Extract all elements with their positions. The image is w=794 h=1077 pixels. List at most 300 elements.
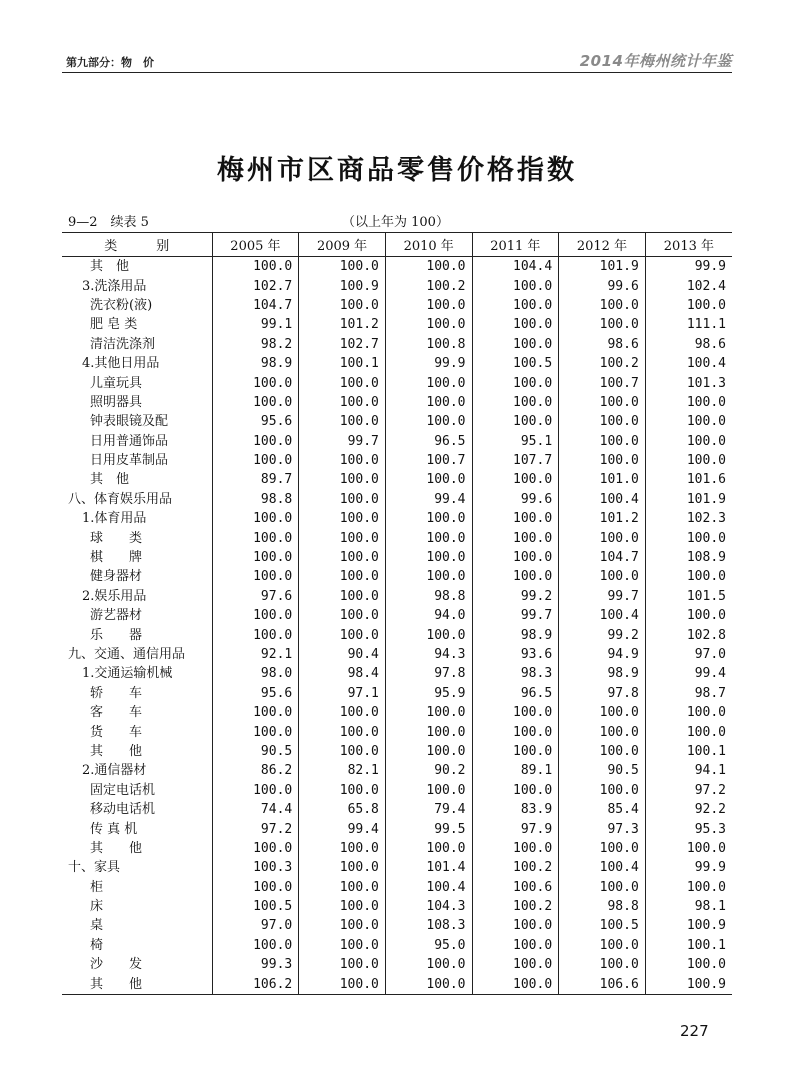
index-value: 97.2	[645, 781, 732, 800]
row-category: 沙 发	[90, 957, 143, 973]
table-row	[62, 839, 732, 858]
index-value: 100.0	[559, 567, 646, 586]
price-index-table	[62, 232, 732, 995]
index-value: 100.2	[385, 276, 472, 295]
index-value: 100.0	[559, 703, 646, 722]
row-category: 移动电话机	[90, 802, 156, 818]
index-value: 96.5	[472, 684, 559, 703]
table-row	[62, 703, 732, 722]
index-value: 100.0	[299, 373, 386, 392]
index-value: 100.0	[472, 742, 559, 761]
index-value: 100.0	[212, 548, 299, 567]
table-body	[62, 257, 732, 995]
header-year: 2012 年	[559, 233, 646, 257]
index-value: 100.7	[385, 451, 472, 470]
index-value: 106.2	[212, 974, 299, 994]
index-value: 106.6	[559, 974, 646, 994]
index-value: 100.9	[645, 974, 732, 994]
index-value: 100.0	[559, 781, 646, 800]
index-value: 100.2	[559, 354, 646, 373]
index-value: 99.7	[559, 587, 646, 606]
index-value: 100.4	[559, 606, 646, 625]
index-value: 100.0	[472, 315, 559, 334]
table-row	[62, 470, 732, 489]
index-value: 98.3	[472, 664, 559, 683]
row-category: 2.通信器材	[82, 763, 147, 779]
header-year: 2013 年	[645, 233, 732, 257]
index-value: 100.0	[559, 955, 646, 974]
index-value: 90.2	[385, 761, 472, 780]
index-value: 100.0	[212, 451, 299, 470]
index-value: 100.0	[472, 373, 559, 392]
row-category: 游艺器材	[90, 608, 143, 624]
index-value: 100.0	[299, 257, 386, 277]
index-value: 100.0	[299, 858, 386, 877]
table-row	[62, 528, 732, 547]
index-value: 99.2	[559, 625, 646, 644]
index-value: 100.0	[472, 528, 559, 547]
row-category: 传 真 机	[90, 821, 138, 837]
index-value: 92.1	[212, 645, 299, 664]
row-category: 2.娱乐用品	[82, 588, 147, 604]
index-value: 100.0	[299, 916, 386, 935]
index-value: 100.0	[472, 393, 559, 412]
index-value: 99.3	[212, 955, 299, 974]
index-value: 99.4	[645, 664, 732, 683]
index-value: 100.0	[385, 567, 472, 586]
index-value: 95.6	[212, 412, 299, 431]
index-value: 98.6	[559, 335, 646, 354]
index-value: 85.4	[559, 800, 646, 819]
row-category: 3.洗涤用品	[82, 278, 147, 294]
index-value: 100.0	[645, 432, 732, 451]
index-value: 100.5	[472, 354, 559, 373]
row-category: 日用皮革制品	[90, 453, 169, 469]
index-value: 99.9	[645, 257, 732, 277]
table-row	[62, 955, 732, 974]
index-value: 98.6	[645, 335, 732, 354]
index-value: 100.2	[472, 858, 559, 877]
index-value: 100.0	[385, 742, 472, 761]
index-value: 100.0	[472, 548, 559, 567]
header-year: 2009 年	[299, 233, 386, 257]
index-value: 100.0	[212, 781, 299, 800]
index-value: 100.0	[299, 955, 386, 974]
index-value: 100.0	[299, 587, 386, 606]
row-category: 桌	[90, 918, 104, 934]
index-value: 100.0	[472, 781, 559, 800]
index-value: 100.4	[559, 858, 646, 877]
table-row	[62, 800, 732, 819]
index-value: 100.4	[645, 354, 732, 373]
index-value: 100.0	[472, 412, 559, 431]
index-value: 100.4	[559, 490, 646, 509]
index-value: 100.0	[645, 878, 732, 897]
index-value: 100.0	[299, 974, 386, 994]
page-title: 梅州市区商品零售价格指数	[217, 155, 577, 186]
index-value: 95.6	[212, 684, 299, 703]
index-value: 99.4	[299, 819, 386, 838]
index-value: 100.0	[299, 490, 386, 509]
table-row	[62, 567, 732, 586]
index-value: 100.0	[385, 528, 472, 547]
index-value: 100.0	[559, 742, 646, 761]
index-value: 104.4	[472, 257, 559, 277]
index-value: 98.4	[299, 664, 386, 683]
index-value: 100.0	[212, 606, 299, 625]
index-value: 101.0	[559, 470, 646, 489]
index-value: 98.9	[472, 625, 559, 644]
index-value: 100.0	[472, 955, 559, 974]
index-value: 108.3	[385, 916, 472, 935]
index-value: 100.0	[385, 625, 472, 644]
header-year: 2010 年	[385, 233, 472, 257]
index-value: 100.0	[472, 335, 559, 354]
index-value: 89.7	[212, 470, 299, 489]
index-value: 97.8	[559, 684, 646, 703]
index-value: 97.2	[212, 819, 299, 838]
index-value: 100.0	[472, 936, 559, 955]
index-value: 100.0	[299, 897, 386, 916]
index-value: 100.0	[212, 509, 299, 528]
table-row	[62, 625, 732, 644]
index-value: 100.8	[385, 335, 472, 354]
index-value: 97.3	[559, 819, 646, 838]
index-value: 83.9	[472, 800, 559, 819]
index-value: 102.7	[299, 335, 386, 354]
index-value: 100.0	[645, 955, 732, 974]
index-value: 96.5	[385, 432, 472, 451]
row-category: 1.体育用品	[82, 511, 147, 527]
index-value: 90.4	[299, 645, 386, 664]
index-value: 100.0	[299, 781, 386, 800]
index-value: 99.9	[385, 354, 472, 373]
table-meta	[62, 211, 732, 229]
index-value: 100.0	[299, 393, 386, 412]
index-value: 100.0	[299, 412, 386, 431]
index-value: 94.9	[559, 645, 646, 664]
index-value: 98.7	[645, 684, 732, 703]
index-value: 100.3	[212, 858, 299, 877]
index-value: 98.2	[212, 335, 299, 354]
index-value: 100.0	[212, 878, 299, 897]
row-category: 4.其他日用品	[82, 356, 160, 372]
index-value: 100.0	[299, 878, 386, 897]
table-row	[62, 936, 732, 955]
index-value: 99.5	[385, 819, 472, 838]
index-value: 100.0	[385, 412, 472, 431]
row-category: 轿 车	[90, 685, 143, 701]
index-value: 100.0	[299, 839, 386, 858]
index-value: 98.8	[559, 897, 646, 916]
index-value: 100.0	[472, 916, 559, 935]
table-row	[62, 373, 732, 392]
index-value: 100.0	[385, 955, 472, 974]
index-value: 101.2	[559, 509, 646, 528]
table-header-row	[62, 233, 732, 257]
index-value: 100.0	[299, 470, 386, 489]
index-value: 95.1	[472, 432, 559, 451]
header-category: 类 别	[62, 233, 212, 257]
index-value: 100.1	[645, 742, 732, 761]
index-value: 100.5	[559, 916, 646, 935]
table-row	[62, 354, 732, 373]
index-value: 100.0	[385, 974, 472, 994]
index-value: 100.0	[385, 296, 472, 315]
index-value: 100.0	[472, 722, 559, 741]
index-value: 100.0	[212, 722, 299, 741]
index-value: 100.0	[472, 509, 559, 528]
index-value: 100.0	[385, 781, 472, 800]
index-value: 100.0	[559, 936, 646, 955]
row-category: 其 他	[90, 259, 130, 275]
row-category: 日用普通饰品	[90, 433, 169, 449]
index-value: 101.3	[645, 373, 732, 392]
table-row	[62, 761, 732, 780]
index-value: 100.0	[559, 528, 646, 547]
row-category: 儿童玩具	[90, 375, 143, 391]
index-value: 94.0	[385, 606, 472, 625]
table-row	[62, 276, 732, 295]
index-value: 100.0	[385, 315, 472, 334]
index-value: 100.0	[645, 567, 732, 586]
index-value: 100.0	[299, 451, 386, 470]
index-value: 93.6	[472, 645, 559, 664]
row-category: 乐 器	[90, 627, 143, 643]
row-category: 其 他	[90, 472, 130, 488]
index-value: 82.1	[299, 761, 386, 780]
index-value: 102.8	[645, 625, 732, 644]
index-value: 100.0	[212, 625, 299, 644]
index-value: 100.0	[212, 373, 299, 392]
index-value: 100.0	[212, 936, 299, 955]
index-value: 100.0	[559, 722, 646, 741]
index-value: 99.7	[299, 432, 386, 451]
table-row	[62, 781, 732, 800]
index-value: 100.0	[385, 509, 472, 528]
index-value: 100.0	[299, 548, 386, 567]
index-value: 97.0	[212, 916, 299, 935]
index-value: 94.3	[385, 645, 472, 664]
index-value: 101.2	[299, 315, 386, 334]
row-category: 床	[90, 899, 104, 915]
index-value: 101.9	[559, 257, 646, 277]
row-category: 照明器具	[90, 394, 143, 410]
index-value: 102.7	[212, 276, 299, 295]
index-value: 100.0	[472, 470, 559, 489]
index-value: 100.0	[212, 528, 299, 547]
index-value: 97.6	[212, 587, 299, 606]
index-value: 99.6	[472, 490, 559, 509]
index-value: 100.1	[645, 936, 732, 955]
index-value: 95.0	[385, 936, 472, 955]
index-value: 100.0	[559, 296, 646, 315]
index-value: 100.0	[299, 703, 386, 722]
table-row	[62, 335, 732, 354]
index-value: 97.0	[645, 645, 732, 664]
index-value: 100.0	[472, 276, 559, 295]
row-category: 椅	[90, 937, 104, 953]
index-value: 100.0	[559, 878, 646, 897]
index-value: 100.6	[472, 878, 559, 897]
index-value: 100.0	[385, 393, 472, 412]
index-value: 98.1	[645, 897, 732, 916]
index-value: 100.0	[559, 839, 646, 858]
yearbook-label: 2014年梅州统计年鉴	[579, 52, 732, 70]
row-category: 健身器材	[90, 569, 143, 585]
index-value: 100.0	[385, 373, 472, 392]
index-value: 97.9	[472, 819, 559, 838]
index-value: 100.9	[645, 916, 732, 935]
index-value: 100.0	[212, 567, 299, 586]
table-row	[62, 974, 732, 994]
page-header	[62, 50, 732, 73]
table-row	[62, 606, 732, 625]
index-value: 100.0	[299, 296, 386, 315]
index-value: 100.0	[385, 257, 472, 277]
table-row	[62, 412, 732, 431]
index-value: 97.1	[299, 684, 386, 703]
index-value: 100.0	[645, 606, 732, 625]
index-value: 100.4	[385, 878, 472, 897]
index-value: 102.4	[645, 276, 732, 295]
table-row	[62, 548, 732, 567]
row-category: 洗衣粉(液)	[90, 297, 153, 313]
index-value: 100.0	[212, 703, 299, 722]
index-value: 100.1	[299, 354, 386, 373]
index-value: 100.9	[299, 276, 386, 295]
index-value: 100.0	[299, 722, 386, 741]
index-value: 100.0	[559, 315, 646, 334]
index-value: 100.0	[299, 606, 386, 625]
index-value: 95.9	[385, 684, 472, 703]
index-value: 100.0	[645, 722, 732, 741]
index-value: 100.0	[385, 470, 472, 489]
index-value: 98.8	[212, 490, 299, 509]
index-value: 92.2	[645, 800, 732, 819]
row-category: 九、交通、通信用品	[68, 647, 186, 662]
index-value: 100.0	[472, 839, 559, 858]
index-value: 99.4	[385, 490, 472, 509]
row-category: 清洁洗涤剂	[90, 336, 156, 352]
index-value: 104.3	[385, 897, 472, 916]
index-value: 100.0	[559, 432, 646, 451]
header-year: 2011 年	[472, 233, 559, 257]
row-category: 棋 牌	[90, 550, 143, 566]
table-row	[62, 451, 732, 470]
index-value: 99.7	[472, 606, 559, 625]
index-value: 98.0	[212, 664, 299, 683]
row-category: 1.交通运输机械	[82, 666, 173, 682]
index-value: 100.0	[299, 528, 386, 547]
index-value: 98.9	[212, 354, 299, 373]
index-value: 101.4	[385, 858, 472, 877]
index-value: 100.0	[212, 393, 299, 412]
table-row	[62, 819, 732, 838]
row-category: 客 车	[90, 705, 143, 721]
index-value: 101.6	[645, 470, 732, 489]
table-row	[62, 296, 732, 315]
index-value: 86.2	[212, 761, 299, 780]
index-value: 99.2	[472, 587, 559, 606]
index-value: 100.0	[299, 625, 386, 644]
index-value: 107.7	[472, 451, 559, 470]
header-year: 2005 年	[212, 233, 299, 257]
index-value: 100.2	[472, 897, 559, 916]
section-label: 第九部分：物 价	[66, 56, 154, 69]
index-value: 100.0	[645, 703, 732, 722]
index-value: 100.0	[645, 839, 732, 858]
row-category: 柜	[90, 879, 104, 895]
index-value: 98.9	[559, 664, 646, 683]
index-value: 100.0	[212, 839, 299, 858]
table-row	[62, 878, 732, 897]
index-value: 100.0	[472, 567, 559, 586]
index-value: 94.1	[645, 761, 732, 780]
table-row	[62, 645, 732, 664]
index-value: 65.8	[299, 800, 386, 819]
index-value: 108.9	[645, 548, 732, 567]
index-value: 100.0	[472, 703, 559, 722]
table-row	[62, 509, 732, 528]
index-value: 90.5	[559, 761, 646, 780]
table-row	[62, 315, 732, 334]
table-row	[62, 916, 732, 935]
table-code: 9—2 续表 5	[68, 215, 149, 230]
index-value: 100.0	[645, 528, 732, 547]
table-row	[62, 722, 732, 741]
index-value: 100.0	[299, 936, 386, 955]
table-row	[62, 664, 732, 683]
index-value: 100.0	[385, 839, 472, 858]
index-value: 104.7	[212, 296, 299, 315]
index-value: 100.0	[299, 509, 386, 528]
row-category: 其 他	[62, 974, 212, 994]
index-value: 97.8	[385, 664, 472, 683]
index-value: 100.0	[212, 257, 299, 277]
index-value: 100.0	[645, 393, 732, 412]
index-value: 100.0	[559, 393, 646, 412]
index-value: 100.0	[472, 296, 559, 315]
index-value: 100.0	[559, 412, 646, 431]
index-value: 99.6	[559, 276, 646, 295]
index-value: 102.3	[645, 509, 732, 528]
row-category: 八、体育娱乐用品	[68, 491, 173, 507]
index-value: 79.4	[385, 800, 472, 819]
index-value: 100.7	[559, 373, 646, 392]
index-value: 99.1	[212, 315, 299, 334]
table-row	[62, 393, 732, 412]
index-value: 111.1	[645, 315, 732, 334]
index-value: 101.5	[645, 587, 732, 606]
row-category: 十、家具	[68, 860, 121, 876]
index-value: 98.8	[385, 587, 472, 606]
index-value: 74.4	[212, 800, 299, 819]
index-value: 104.7	[559, 548, 646, 567]
index-value: 100.0	[385, 703, 472, 722]
index-value: 99.9	[645, 858, 732, 877]
index-value: 95.3	[645, 819, 732, 838]
index-value: 89.1	[472, 761, 559, 780]
table-row	[62, 257, 732, 277]
row-category: 肥 皂 类	[90, 317, 138, 333]
index-value: 100.5	[212, 897, 299, 916]
index-value: 90.5	[212, 742, 299, 761]
row-category: 球 类	[90, 530, 143, 546]
index-value: 100.0	[299, 742, 386, 761]
row-category: 其 他	[90, 840, 143, 856]
index-value: 100.0	[299, 567, 386, 586]
